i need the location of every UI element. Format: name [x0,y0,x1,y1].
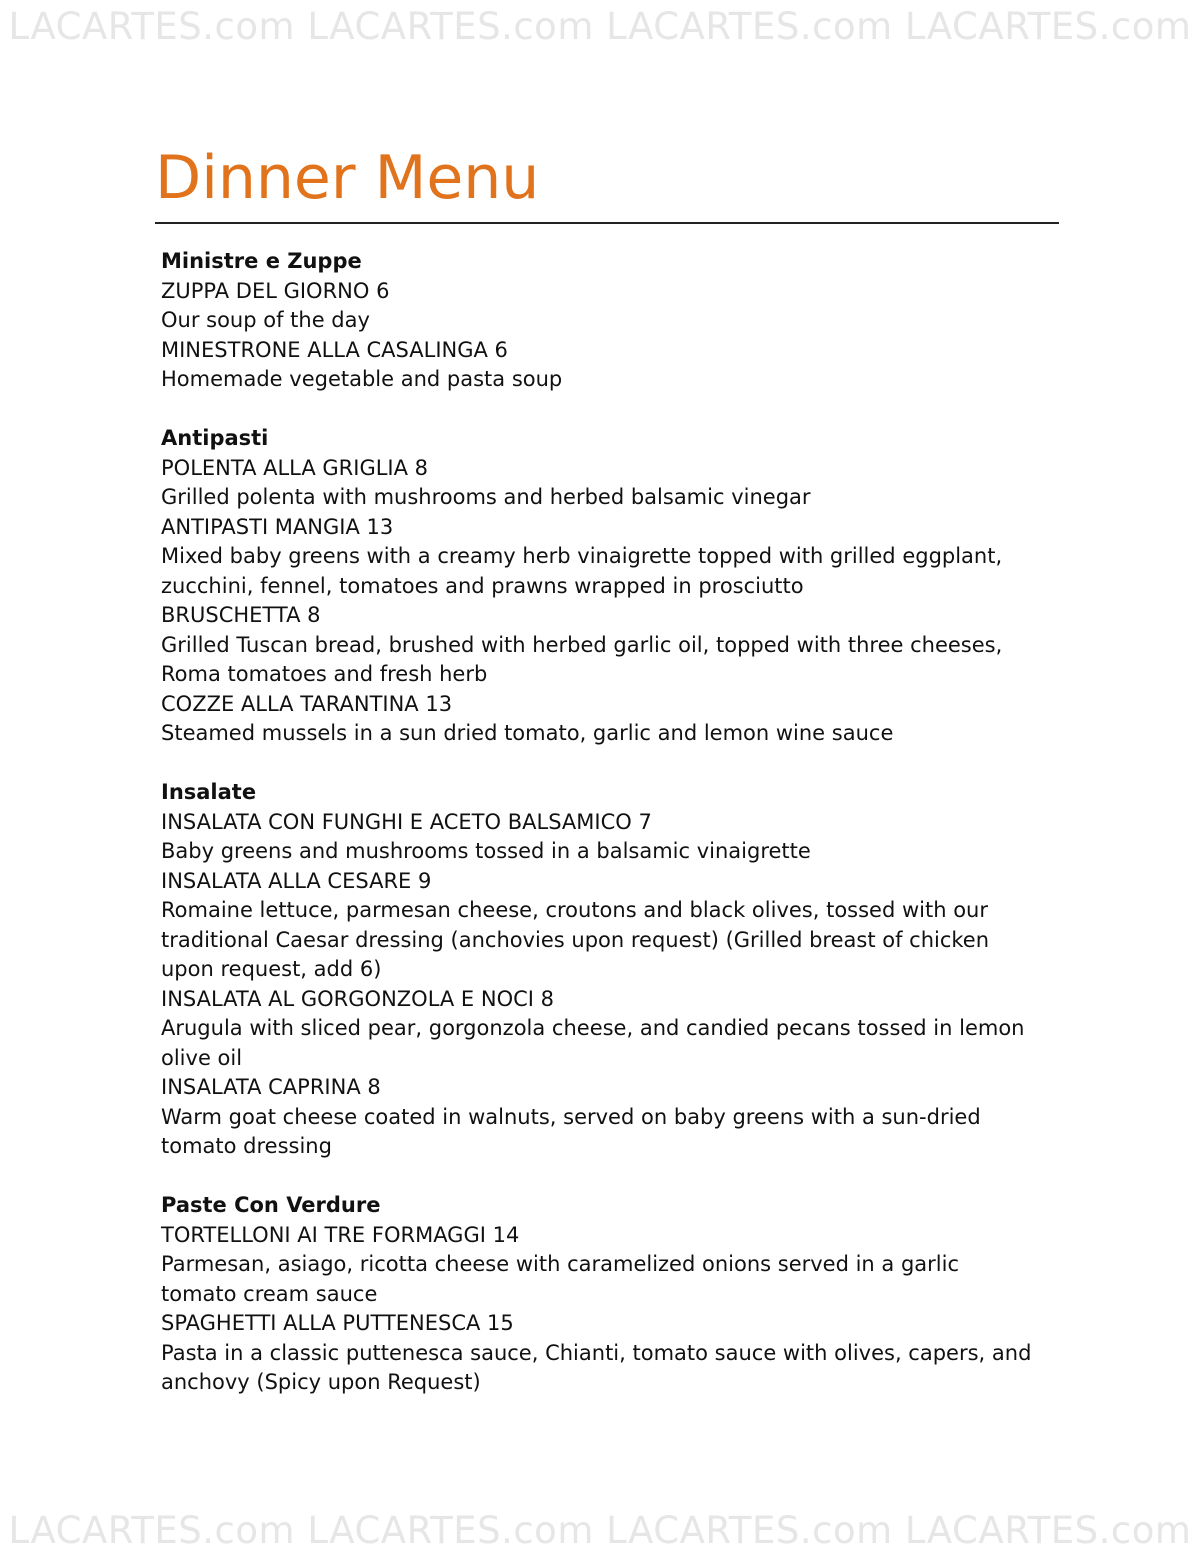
section-heading: Ministre e Zuppe [161,249,362,273]
menu-item-name: TORTELLONI AI TRE FORMAGGI 14 [161,1222,520,1247]
menu-item-description: Baby greens and mushrooms tossed in a balsamic vinaigrette [161,839,811,863]
menu-item-description: Grilled polenta with mushrooms and herbed balsamic vinegar [161,485,811,509]
menu-item-name: INSALATA CON FUNGHI E ACETO BALSAMICO 7 [161,809,652,834]
section-heading: Paste Con Verdure [161,1193,381,1217]
menu-item-name: INSALATA ALLA CESARE 9 [161,868,432,893]
menu-section [161,1191,1041,1398]
watermark-top: LACARTES.com LACARTES.com LACARTES.com LACARTES.com [8,5,1192,48]
menu-item-description: Grilled Tuscan bread, brushed with herbed garlic oil, topped with three cheeses, Roma tomatoes and fresh herb [161,632,1003,686]
menu-item-description: Romaine lettuce, parmesan cheese, croutons and black olives, tossed with our traditional Caesar dressing (anchovies upon request) (Grilled breast of chicken upon request, add 6) [161,898,990,981]
menu-item-name: INSALATA AL GORGONZOLA E NOCI 8 [161,986,555,1011]
menu-item-name: INSALATA CAPRINA 8 [161,1075,381,1099]
menu-section [161,247,1041,395]
menu-item-name: COZZE ALLA TARANTINA 13 [161,691,453,716]
section-heading: Insalate [161,780,257,804]
menu-item-description: Pasta in a classic puttenesca sauce, Chianti, tomato sauce with olives, capers, and anchovy (Spicy upon Request) [161,1340,1032,1394]
menu-item-name: BRUSCHETTA 8 [161,603,321,627]
page-title: Dinner Menu [155,143,540,213]
menu-section [161,778,1041,1162]
menu-item-description: Parmesan, asiago, ricotta cheese with caramelized onions served in a garlic tomato cream sauce [161,1252,960,1306]
menu-item-description: Steamed mussels in a sun dried tomato, garlic and lemon wine sauce [161,721,894,745]
menu-item-name: SPAGHETTI ALLA PUTTENESCA 15 [161,1311,514,1335]
watermark-bottom: LACARTES.com LACARTES.com LACARTES.com LACARTES.com [8,1509,1192,1552]
menu-item-name: MINESTRONE ALLA CASALINGA 6 [161,337,508,362]
menu-item-description: Arugula with sliced pear, gorgonzola cheese, and candied pecans tossed in lemon olive oil [161,1016,1025,1070]
menu-item-description: Homemade vegetable and pasta soup [161,367,563,391]
section-heading: Antipasti [161,426,269,450]
menu-item-name: ZUPPA DEL GIORNO 6 [161,278,390,303]
menu-item-name: POLENTA ALLA GRIGLIA 8 [161,455,429,480]
menu-item-description: Mixed baby greens with a creamy herb vinaigrette topped with grilled eggplant, zucchini, fennel, tomatoes and prawns wrapped in prosciutto [161,544,1003,598]
menu-section [161,424,1041,749]
menu-body [161,247,1041,1427]
title-divider [155,222,1059,224]
menu-item-description: Warm goat cheese coated in walnuts, served on baby greens with a sun-dried tomato dressing [161,1104,981,1158]
menu-item-name: ANTIPASTI MANGIA 13 [161,514,394,539]
menu-item-description: Our soup of the day [161,308,370,332]
